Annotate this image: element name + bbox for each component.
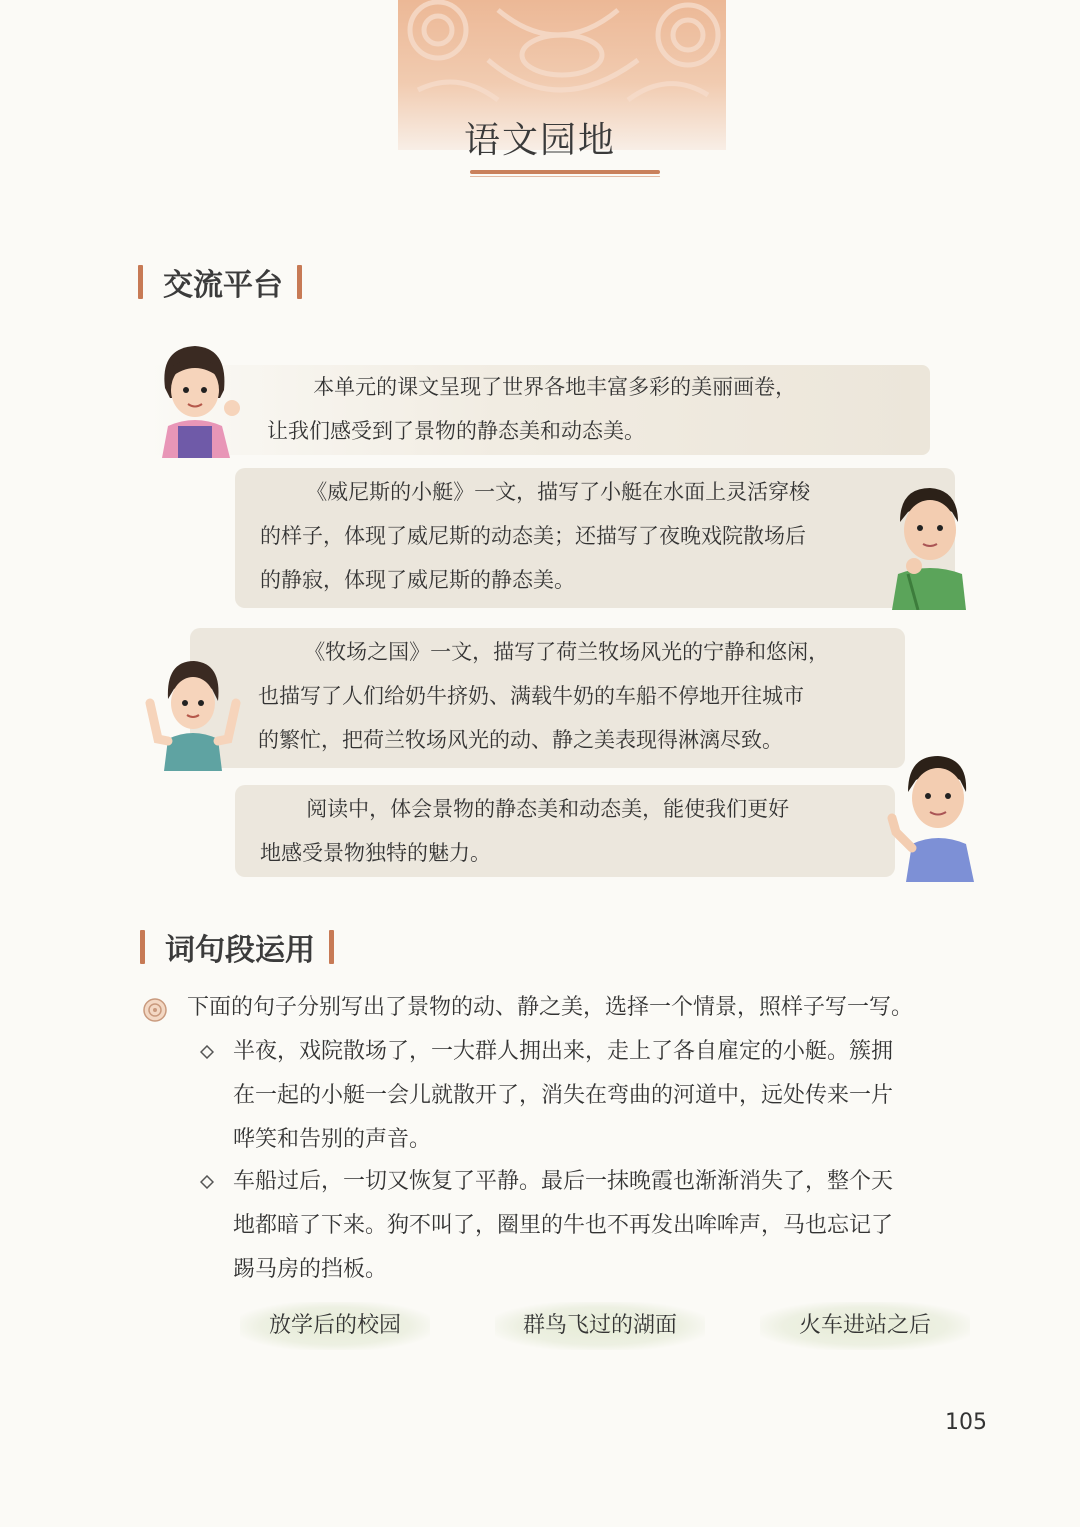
page-title: 语文园地 <box>463 120 616 161</box>
text-line: 的样子，体现了威尼斯的动态美；还描写了夜晚戏院散场后 <box>260 524 806 548</box>
section-heading-usage <box>140 925 334 969</box>
girl-shrug-illustration-icon <box>140 655 244 771</box>
text-line: 半夜，戏院散场了，一大群人拥出来，走上了各自雇定的小艇。簇拥 <box>233 1039 894 1064</box>
scenario-option: 放学后的校园 <box>240 1302 430 1350</box>
boy-gesture-illustration-icon <box>880 752 980 882</box>
task-number-icon <box>143 998 167 1022</box>
title-underline <box>470 170 660 174</box>
text-line: 本单元的课文呈现了世界各地丰富多彩的美丽画卷， <box>313 375 797 399</box>
text-line: 《威尼斯的小艇》一文，描写了小艇在水面上灵活穿梭 <box>306 480 811 504</box>
text-line: 地都暗了下来。狗不叫了，圈里的牛也不再发出哞哞声，马也忘记了 <box>233 1213 894 1238</box>
dialogue-bubble <box>190 628 905 768</box>
heading-bar-right <box>329 930 334 964</box>
diamond-bullet-icon <box>200 1175 214 1189</box>
heading-bar-left <box>138 265 143 299</box>
heading-bar-right <box>297 265 302 299</box>
bubble-text <box>260 470 910 602</box>
page-number: 105 <box>945 1410 987 1435</box>
dialogue-bubble <box>235 785 895 877</box>
text-line: 在一起的小艇一会儿就散开了，消失在弯曲的河道中，远处传来一片 <box>233 1083 894 1108</box>
dialogue-bubble <box>145 365 930 455</box>
bubble-text <box>260 787 880 875</box>
dialogue-bubble <box>235 468 955 608</box>
section-title: 交流平台 <box>163 268 283 303</box>
text-line: 的繁忙，把荷兰牧场风光的动、静之美表现得淋漓尽致。 <box>258 728 783 752</box>
section-heading-exchange <box>138 260 302 304</box>
section-title: 词句段运用 <box>165 933 315 968</box>
title-underline-thin <box>470 176 660 177</box>
diamond-bullet-icon <box>200 1045 214 1059</box>
scenario-option: 群鸟飞过的湖面 <box>495 1302 705 1350</box>
task-instruction: 下面的句子分别写出了景物的动、静之美，选择一个情景，照样子写一写。 <box>187 995 914 1020</box>
text-line: 踢马房的挡板。 <box>233 1257 388 1282</box>
girl-illustration-icon <box>140 338 250 458</box>
example-passage <box>200 1030 1000 1162</box>
text-line: 让我们感受到了景物的静态美和动态美。 <box>267 419 645 443</box>
text-line: 的静寂，体现了威尼斯的静态美。 <box>260 568 575 592</box>
heading-bar-left <box>140 930 145 964</box>
example-passage <box>200 1160 1000 1292</box>
text-line: 车船过后，一切又恢复了平静。最后一抹晚霞也渐渐消失了，整个天 <box>233 1169 894 1194</box>
text-line: 阅读中，体会景物的静态美和动态美，能使我们更好 <box>306 797 790 821</box>
text-line: 哗笑和告别的声音。 <box>233 1127 432 1152</box>
bubble-text <box>267 365 917 453</box>
text-line: 地感受景物独特的魅力。 <box>260 841 491 865</box>
scenario-option: 火车进站之后 <box>760 1302 970 1350</box>
boy-illustration-icon <box>888 482 968 610</box>
text-line: 也描写了人们给奶牛挤奶、满载牛奶的车船不停地开往城市 <box>258 684 804 708</box>
text-line: 《牧场之国》一文，描写了荷兰牧场风光的宁静和悠闲， <box>304 640 830 664</box>
bubble-text <box>258 630 898 762</box>
